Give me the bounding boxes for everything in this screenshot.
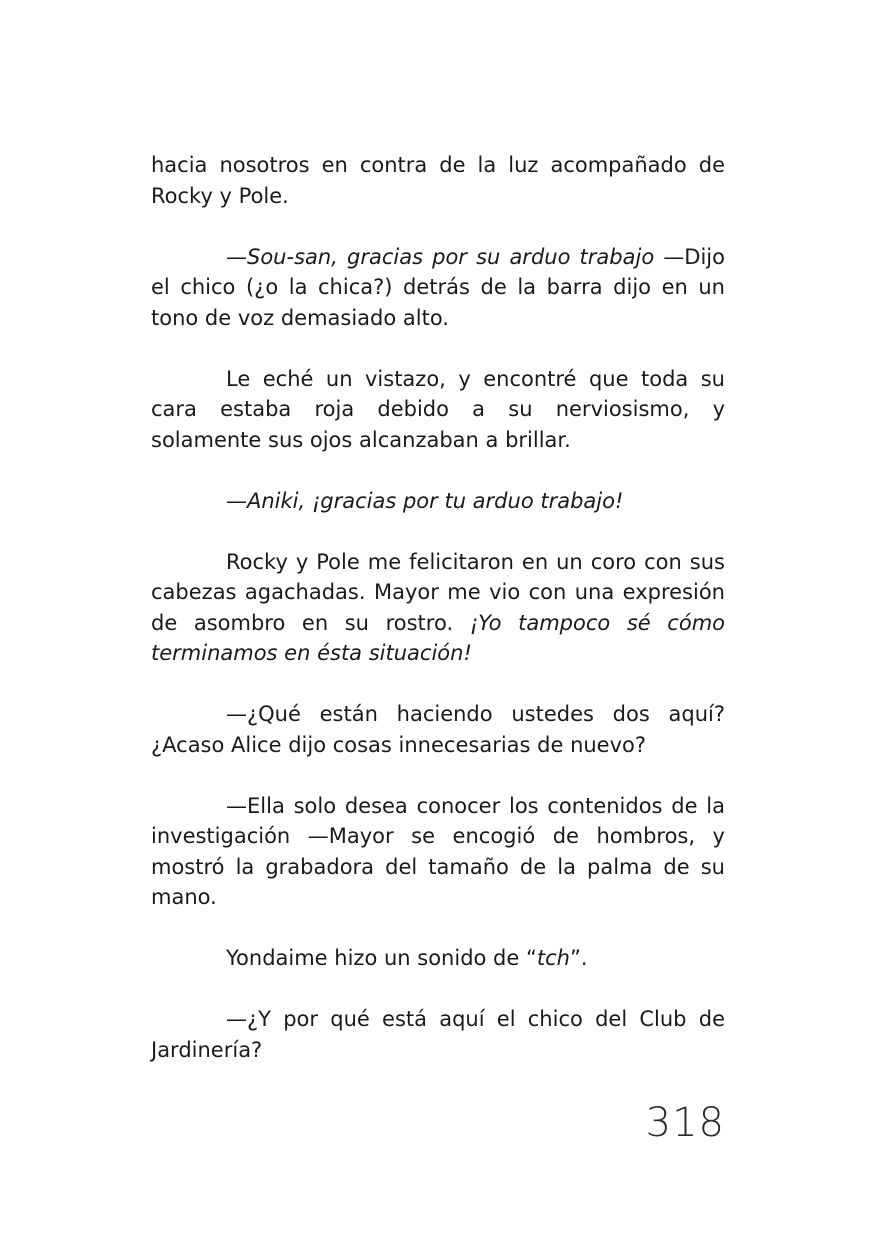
paragraph-8-text-b: ”. bbox=[569, 946, 588, 970]
paragraph-1 bbox=[151, 150, 725, 211]
paragraph-9 bbox=[151, 1004, 725, 1065]
paragraph-9-text: —¿Y por qué está aquí el chico del Club de Jardinería? bbox=[151, 1007, 725, 1062]
paragraph-5 bbox=[151, 547, 725, 669]
paragraph-7 bbox=[151, 791, 725, 913]
page-number: 318 bbox=[645, 1100, 725, 1146]
paragraph-2-dash: — bbox=[226, 244, 247, 269]
paragraph-7-text: —Ella solo desea conocer los contenidos de la investigación —Mayor se encogió de hombros, y mostró la grabadora del tamaño de la palma de su mano. bbox=[151, 793, 725, 909]
page-body bbox=[151, 150, 725, 1065]
paragraph-2 bbox=[151, 242, 725, 334]
paragraph-6 bbox=[151, 699, 725, 760]
paragraph-3 bbox=[151, 364, 725, 456]
paragraph-4-dialogue: Aniki, ¡gracias por tu arduo trabajo! bbox=[247, 488, 624, 513]
paragraph-4 bbox=[151, 486, 725, 517]
paragraph-2-narration: —Dijo el chico (¿o la chica?) detrás de la barra dijo en un tono de voz demasiado alto. bbox=[151, 244, 725, 330]
paragraph-8-text-a: Yondaime hizo un sonido de “ bbox=[226, 946, 537, 970]
paragraph-6-text: —¿Qué están haciendo ustedes dos aquí? ¿Acaso Alice dijo cosas innecesarias de nuevo? bbox=[151, 702, 725, 757]
paragraph-8-sound: tch bbox=[536, 946, 570, 970]
paragraph-1-text: hacia nosotros en contra de la luz acompañado de Rocky y Pole. bbox=[151, 153, 725, 208]
paragraph-4-dash: — bbox=[226, 488, 247, 513]
paragraph-5-narration: Rocky y Pole me felicitaron en un coro con sus cabezas agachadas. Mayor me vio con una expresión de asombro en su rostro. bbox=[151, 549, 725, 635]
paragraph-8 bbox=[151, 943, 725, 974]
paragraph-5-thought: ¡Yo tampoco sé cómo terminamos en ésta situación! bbox=[151, 610, 725, 665]
paragraph-3-text: Le eché un vistazo, y encontré que toda su cara estaba roja debido a su nerviosismo, y solamente sus ojos alcanzaban a brillar. bbox=[151, 366, 725, 452]
paragraph-2-dialogue: Sou-san, gracias por su arduo trabajo bbox=[247, 244, 655, 269]
